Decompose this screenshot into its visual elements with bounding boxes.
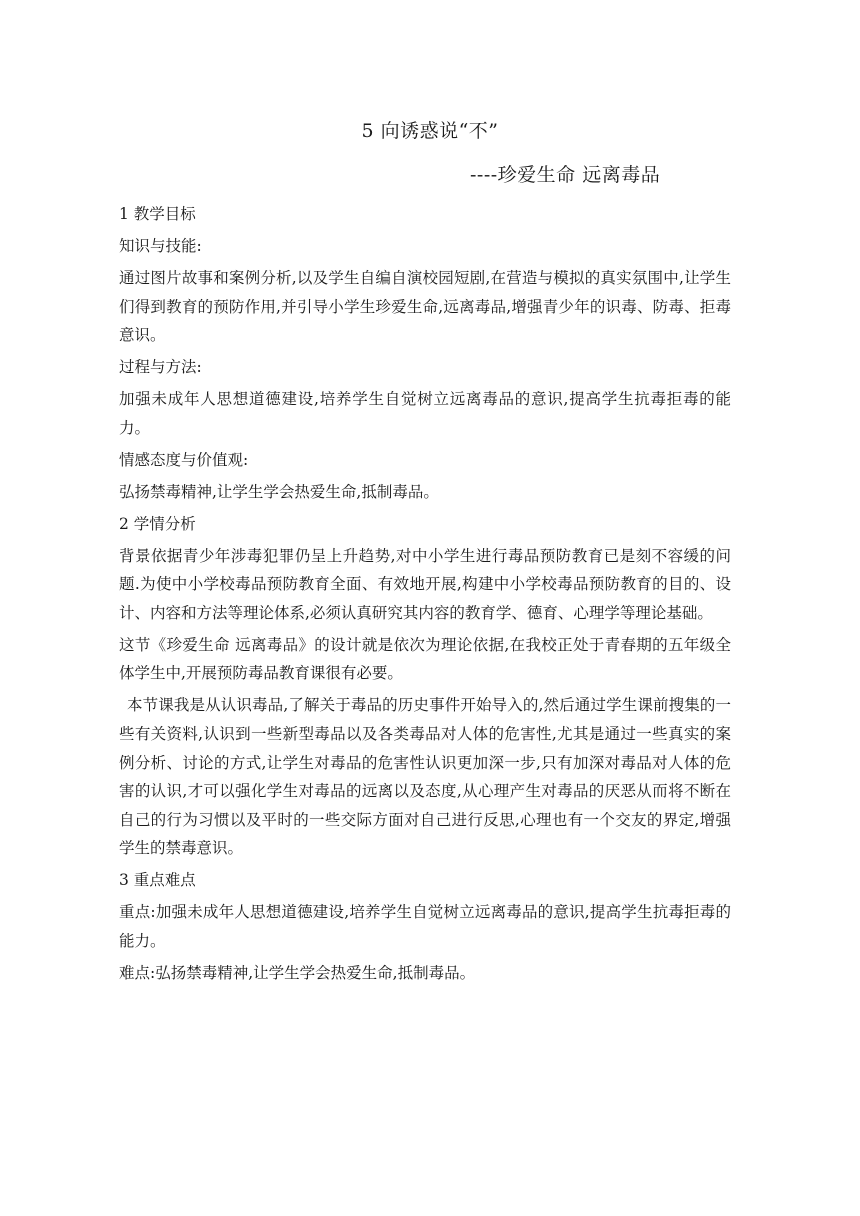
subheading-emotion-values: 情感态度与价值观: xyxy=(119,450,249,469)
subheading-knowledge-skills: 知识与技能: xyxy=(119,236,202,255)
section-heading-key-points: 3 重点难点 xyxy=(119,871,196,890)
subheading-process-methods: 过程与方法: xyxy=(119,358,202,377)
paragraph-emotion-values: 弘扬禁毒精神,让学生学会热爱生命,抵制毒品。 xyxy=(119,482,439,501)
paragraph-analysis-background: 背景依据青少年涉毒犯罪仍呈上升趋势,对中小学生进行毒品预防教育已是刻不容缓的问题.为使中小学校毒品预防教育全面、有效地开展,构建中小学校毒品预防教育的目的、设计、内容和方法等理论体系,必须认真研究其内容的教育学、德育、心理学等理论基础。 xyxy=(119,546,731,622)
paragraph-key-point: 重点:加强未成年人思想道德建设,培养学生自觉树立远离毒品的意识,提高学生抗毒拒毒的能力。 xyxy=(119,903,731,950)
document-subtitle: ----珍爱生命 远离毒品 xyxy=(470,164,661,186)
paragraph-process-methods: 加强未成年人思想道德建设,培养学生自觉树立远离毒品的意识,提高学生抗毒拒毒的能力。 xyxy=(119,390,731,437)
paragraph-difficulty: 难点:弘扬禁毒精神,让学生学会热爱生命,抵制毒品。 xyxy=(119,963,476,982)
paragraph-analysis-approach: 本节课我是从认识毒品,了解关于毒品的历史事件开始导入的,然后通过学生课前搜集的一些有关资料,认识到一些新型毒品以及各类毒品对人体的危害性,尤其是通过一些真实的案例分析、讨论的方式,让学生对毒品的危害性认识更加深一步,只有加深对毒品对人体的危害的认识,才可以强化学生对毒品的远离以及态度,从心理产生对毒品的厌恶从而将不断在自己的行为习惯以及平时的一些交际方面对自己进行反思,心理也有一个交友的界定,增强学生的禁毒意识。 xyxy=(119,696,731,858)
paragraph-knowledge-skills: 通过图片故事和案例分析,以及学生自编自演校园短剧,在营造与模拟的真实氛围中,让学生们得到教育的预防作用,并引导小学生珍爱生命,远离毒品,增强青少年的识毒、防毒、拒毒意识。 xyxy=(119,268,731,345)
section-heading-analysis: 2 学情分析 xyxy=(119,514,196,533)
section-heading-objectives: 1 教学目标 xyxy=(119,205,196,223)
document-body xyxy=(119,200,731,991)
paragraph-analysis-lesson: 这节《珍爱生命 远离毒品》的设计就是依次为理论依据,在我校正处于青春期的五年级全体学生中,开展预防毒品教育课很有必要。 xyxy=(119,635,731,683)
document-title: 5 向诱惑说“不” xyxy=(361,120,499,142)
